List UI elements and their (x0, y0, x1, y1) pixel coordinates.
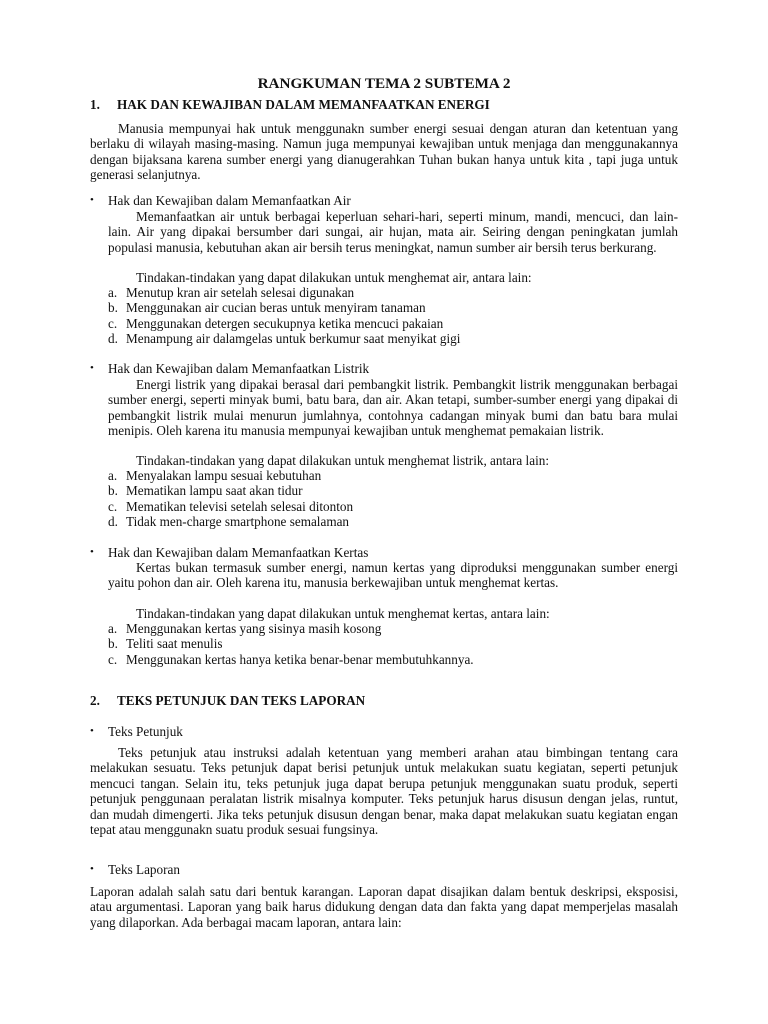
teks-petunjuk-paragraph: Teks petunjuk atau instruksi adalah ketentuan yang memberi arahan atau bimbingan tentang cara melakukan sesuatu. Teks petunjuk dapat berisi petunjuk untuk melakukan suatu kegiatan, seperti petunjuk mencuci tangan. Selain itu, teks petunjuk juga dapat berupa petunjuk menggunakan suatu produk, seperti petunjuk penggunaan peralatan listrik misalnya komputer. Teks petunjuk harus disusun dengan jelas, runtut, dan mudah dimengerti. Jika teks petunjuk disusun dengan benar, maka dapat melakukan suatu kegiatan engan tepat atau menggunakn suatu produk sesuai fungsinya. (90, 745, 678, 838)
listrik-actions-intro: Tindakan-tindakan yang dapat dilakukan untuk menghemat listrik, antara lain: (136, 453, 549, 468)
list-text: Mematikan televisi setelah selesai ditonton (126, 498, 354, 514)
list-text: Menutup kran air setelah selesai digunakan (126, 285, 355, 300)
list-item (108, 285, 678, 300)
list-text: Teliti saat menulis (126, 636, 223, 652)
list-letter: a. (108, 468, 118, 483)
bullet-icon: • (90, 546, 94, 558)
kertas-actions-intro: Tindakan-tindakan yang dapat dilakukan untuk menghemat kertas, antara lain: (136, 606, 550, 621)
list-item (108, 483, 678, 498)
bullet-air-heading: Hak dan Kewajiban dalam Memanfaatkan Air (108, 193, 351, 208)
kertas-paragraph: Kertas bukan termasuk sumber energi, namun kertas yang diproduksi menggunakan sumber energi yaitu pohon dan air. Oleh karena itu, manusia berkewajiban untuk menghemat kertas. (108, 560, 678, 591)
section-2-heading (90, 693, 365, 708)
list-item (108, 514, 678, 529)
list-letter: c. (108, 498, 118, 514)
list-letter: d. (108, 514, 118, 530)
bullet-teks-laporan-heading: Teks Laporan (108, 862, 180, 877)
list-letter: c. (108, 315, 118, 331)
list-letter: b. (108, 483, 118, 499)
bullet-teks-petunjuk-heading: Teks Petunjuk (108, 724, 183, 739)
list-letter: b. (108, 300, 118, 316)
list-text: Menggunakan kertas yang sisinya masih kosong (126, 621, 382, 636)
list-letter: b. (108, 636, 118, 652)
list-letter: d. (108, 331, 118, 347)
list-text: Menggunakan kertas hanya ketika benar-benar membutuhkannya. (126, 651, 474, 667)
bullet-icon: • (90, 725, 94, 737)
list-text: Menyalakan lampu sesuai kebutuhan (126, 468, 322, 483)
list-item (108, 316, 678, 331)
bullet-icon: • (90, 194, 94, 206)
list-item (108, 468, 678, 483)
bullet-icon: • (90, 863, 94, 875)
list-letter: a. (108, 621, 118, 636)
list-item (108, 621, 678, 636)
section-1-heading (90, 97, 490, 112)
section-1-number: 1. (90, 97, 100, 112)
list-item (108, 636, 678, 651)
list-text: Menggunakan detergen secukupnya ketika mencuci pakaian (126, 315, 444, 331)
listrik-paragraph: Energi listrik yang dipakai berasal dari pembangkit listrik. Pembangkit listrik menggunakan berbagai sumber energi, seperti minyak bumi, batu bara, dan air. Akan tetapi, sumber-sumber energi yang dipakai di pembangkit listrik mulai menurun jumlahnya, contohnya cadangan minyak bumi dan batu bara mulai menipis. Oleh karena itu manusia mempunyai kewajiban untuk menghemat pemakaian listrik. (108, 377, 678, 439)
bullet-listrik-heading: Hak dan Kewajiban dalam Memanfaatkan Listrik (108, 361, 370, 376)
section-1-title: HAK DAN KEWAJIBAN DALAM MEMANFAATKAN ENERGI (117, 97, 490, 112)
section-2-title: TEKS PETUNJUK DAN TEKS LAPORAN (117, 693, 366, 708)
teks-laporan-paragraph: Laporan adalah salah satu dari bentuk karangan. Laporan dapat disajikan dalam bentuk deskripsi, eksposisi, atau argumentasi. Laporan yang baik harus didukung dengan data dan fakta yang dapat memperjelas masalah yang dilaporkan. Ada berbagai macam laporan, antara lain: (90, 884, 678, 930)
air-actions-list (108, 285, 678, 347)
document-title: RANGKUMAN TEMA 2 SUBTEMA 2 (257, 75, 511, 92)
list-text: Tidak men-charge smartphone semalaman (126, 514, 350, 530)
list-item (108, 652, 678, 667)
kertas-actions-list (108, 621, 678, 667)
list-text: Mematikan lampu saat akan tidur (126, 483, 303, 499)
section-2-number: 2. (90, 693, 100, 708)
list-item (108, 499, 678, 514)
air-paragraph: Memanfaatkan air untuk berbagai keperluan sehari-hari, seperti minum, mandi, mencuci, dan lain-lain. Air yang dipakai bersumber dari sungai, air hujan, mata air. Seiring dengan peningkatan jumlah populasi manusia, kebutuhan akan air bersih terus meningkat, namun sumber air bersih terus berkurang. (108, 209, 678, 255)
list-item (108, 331, 678, 346)
list-text: Menampung air dalamgelas untuk berkumur saat menyikat gigi (126, 331, 461, 347)
bullet-kertas-heading: Hak dan Kewajiban dalam Memanfaatkan Kertas (108, 545, 369, 560)
list-letter: c. (108, 651, 118, 667)
list-letter: a. (108, 285, 118, 300)
section-1-intro: Manusia mempunyai hak untuk menggunakn sumber energi sesuai dengan aturan dan ketentuan yang berlaku di wilayah masing-masing. Namun juga mempunyai kewajiban untuk menjaga dan menggunakannya dengan bijaksana karena sumber energi yang dianugerahkan Tuhan bukan hanya untuk kita , tapi juga untuk generasi selanjutnya. (90, 121, 678, 183)
list-text: Menggunakan air cucian beras untuk menyiram tanaman (126, 300, 426, 316)
air-actions-intro: Tindakan-tindakan yang dapat dilakukan untuk menghemat air, antara lain: (136, 270, 532, 285)
list-item (108, 300, 678, 315)
bullet-icon: • (90, 362, 94, 374)
listrik-actions-list (108, 468, 678, 530)
